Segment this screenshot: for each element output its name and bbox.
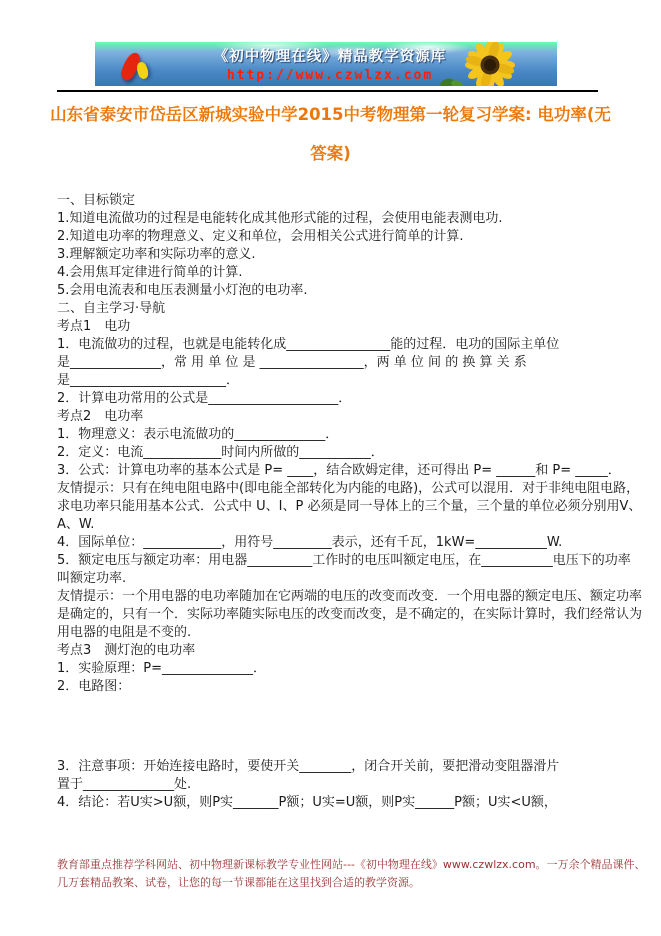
text-line: 2.知道电功率的物理意义、定义和单位，会用相关公式进行简单的计算. bbox=[57, 229, 464, 244]
text-line: 3．注意事项：开始连接电路时，要使开关________，闭合开关前，要把滑动变阻器滑片 bbox=[57, 759, 560, 774]
flame-logo-icon bbox=[121, 50, 155, 84]
section1-heading: 一、目标锁定 bbox=[57, 193, 136, 208]
text-line: 2．定义：电流____________时间内所做的___________． bbox=[57, 445, 384, 460]
site-name: 《初中物理在线》精品教学资源库 bbox=[213, 49, 447, 65]
text-line: 置于______________处. bbox=[57, 777, 192, 792]
document-title bbox=[40, 95, 621, 173]
text-line: 4.会用焦耳定律进行简单的计算. bbox=[57, 265, 243, 280]
document-body bbox=[57, 192, 643, 812]
kaodian2-heading: 考点2 电功率 bbox=[57, 409, 144, 424]
site-url: http://www.czwlzx.com bbox=[226, 68, 434, 83]
text-line: 是确定的，只有一个．实际功率随实际电压的改变而改变，是不确定的，在实际计算时，我们经常认为 bbox=[57, 607, 643, 622]
title-line-1: 山东省泰安市岱岳区新城实验中学2015中考物理第一轮复习学案: 电功率(无 bbox=[50, 105, 611, 124]
header-divider bbox=[57, 90, 598, 92]
text-line: 友情提示：一个用电器的电功率随加在它两端的电压的改变而改变．一个用电器的额定电压、额定功率 bbox=[57, 589, 643, 604]
title-line-2: 答案) bbox=[310, 144, 351, 163]
text-line: 友情提示：只有在纯电阻电路中(即电能全部转化为内能的电路)，公式可以混用．对于非纯电阻电路， bbox=[57, 481, 640, 496]
text-line: 4．结论：若U实>U额，则P实_______P额；U实=U额，则P实______P额；U实<U额， bbox=[57, 795, 557, 810]
section2-heading: 二、自主学习·导航 bbox=[57, 301, 166, 316]
circuit-diagram-space bbox=[57, 696, 602, 758]
footer-line-2: 几万套精品教案、试卷，让您的每一节课都能在这里找到合适的教学资源。 bbox=[57, 876, 420, 889]
site-banner bbox=[95, 42, 557, 86]
text-line: 5.会用电流表和电压表测量小灯泡的电功率. bbox=[57, 283, 308, 298]
text-line: 是________________________． bbox=[57, 373, 240, 388]
text-line: 2．电路图： bbox=[57, 679, 131, 694]
text-line: 1．物理意义：表示电流做功的______________． bbox=[57, 427, 339, 442]
text-line: 求电功率只能用基本公式．公式中 U、I、P 必须是同一导体上的三个量，三个量的单位必须分别用V、 bbox=[57, 499, 642, 514]
text-line: 4．国际单位：____________，用符号_________表示，还有千瓦，1kW=___________W. bbox=[57, 535, 563, 550]
text-line: 叫额定功率. bbox=[57, 571, 127, 586]
page-footer bbox=[57, 856, 646, 892]
kaodian3-heading: 考点3 测灯泡的电功率 bbox=[57, 643, 196, 658]
kaodian1-heading: 考点1 电功 bbox=[57, 319, 131, 334]
footer-line-1: 教育部重点推荐学科网站、初中物理新课标教学专业性网站---《初中物理在线》www.czwlzx.com。一万余个精品课件、 bbox=[57, 858, 646, 871]
text-line: 1．实验原理：P=______________． bbox=[57, 661, 267, 676]
text-line: 2．计算电功常用的公式是____________________． bbox=[57, 391, 352, 406]
text-line: 3．公式：计算电功率的基本公式是 P= ____，结合欧姆定律，还可得出 P= ______和 P= _____． bbox=[57, 463, 621, 478]
text-line: 1．电流做功的过程，也就是电能转化成________________能的过程．电功的国际主单位 bbox=[57, 337, 560, 352]
text-line: 1.知道电流做功的过程是电能转化成其他形式能的过程，会使用电能表测电功. bbox=[57, 211, 503, 226]
text-line: 是______________，常 用 单 位 是 ________________，两 单 位 间 的 换 算 关 系 bbox=[57, 355, 527, 370]
text-line: 5．额定电压与额定功率：用电器__________工作时的电压叫额定电压，在___________电压下的功率 bbox=[57, 553, 631, 568]
sunflower-icon bbox=[461, 42, 519, 86]
text-line: 3.理解额定功率和实际功率的意义. bbox=[57, 247, 256, 262]
text-line: A、W. bbox=[57, 517, 95, 532]
text-line: 用电器的电阻是不变的. bbox=[57, 625, 192, 640]
